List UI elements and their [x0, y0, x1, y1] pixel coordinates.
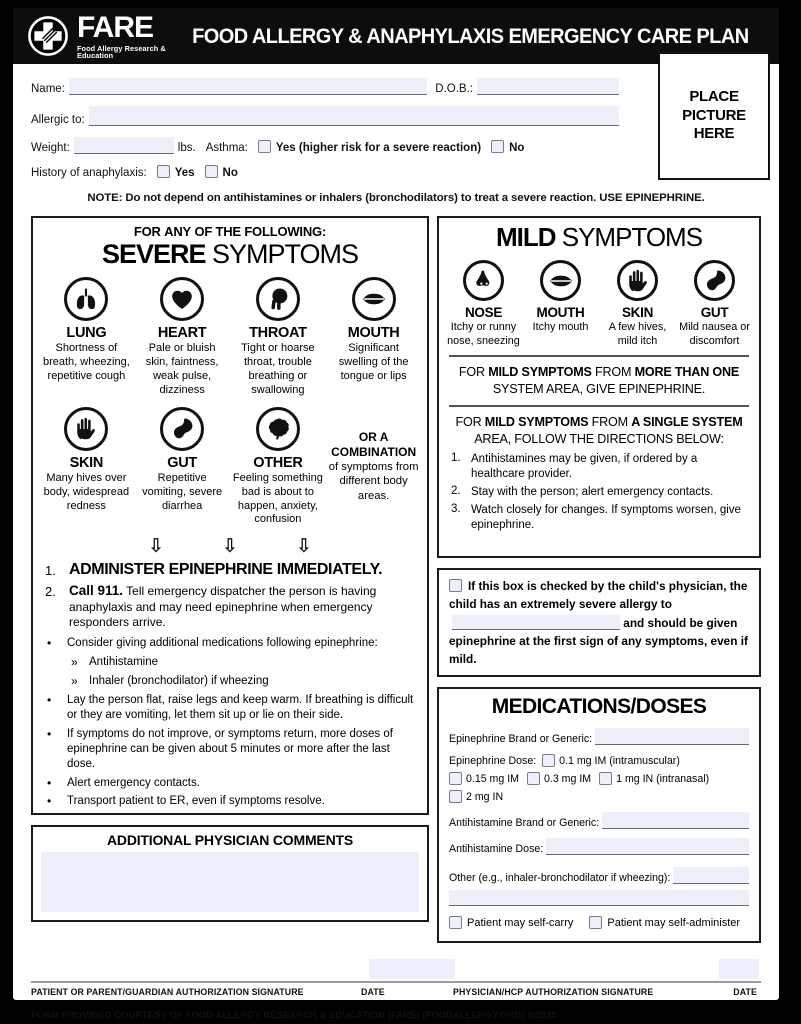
down-arrow-icon: ⇩ — [148, 536, 165, 558]
antihistamine-dose-label: Antihistamine Dose: — [449, 843, 544, 856]
severe-pretitle: FOR ANY OF THE FOLLOWING: — [133, 224, 327, 239]
symptom-throat: THROAT Tight or hoarse throat, trouble breathing or swallowing — [233, 268, 324, 397]
throat-icon — [256, 277, 300, 321]
divider — [449, 355, 749, 357]
stomach-icon — [694, 260, 735, 301]
epi-dose-label: Epinephrine Dose: — [449, 754, 537, 767]
symptom-lung: LUNG Shortness of breath, wheezing, repetitive cough — [41, 268, 132, 397]
dose-1mg-in-checkbox[interactable] — [599, 772, 612, 785]
comments-textarea[interactable] — [41, 852, 419, 912]
history-no-checkbox[interactable] — [205, 165, 218, 178]
dose-option-2mg-in: 2 mg IN — [449, 790, 503, 803]
antihistamine-dose-input[interactable] — [546, 838, 749, 855]
comments-title: ADDITIONAL PHYSICIAN COMMENTS — [107, 832, 353, 849]
history-label: History of anaphylaxis: — [31, 167, 147, 179]
severe-symptoms-panel — [31, 216, 429, 815]
severe-allergy-input[interactable] — [452, 615, 620, 630]
stomach-icon — [160, 407, 204, 451]
physician-date-input[interactable] — [719, 959, 759, 979]
antihistamine-brand-input[interactable] — [602, 812, 749, 829]
antihistamine-brand-label: Antihistamine Brand or Generic: — [449, 817, 600, 830]
brain-icon — [256, 407, 300, 451]
dose-01mg-checkbox[interactable] — [542, 754, 555, 767]
photo-placeholder-box[interactable]: PLACE PICTURE HERE — [658, 52, 770, 180]
divider — [449, 405, 749, 407]
name-row — [31, 78, 619, 95]
mouth-icon — [352, 277, 396, 321]
self-administration-row — [449, 916, 749, 929]
name-label: Name: — [31, 83, 65, 95]
symptom-skin: SKIN Many hives over body, widespread redness — [41, 398, 132, 527]
brand-name: FARE — [77, 10, 154, 44]
medications-title: MEDICATIONS/DOSES — [491, 695, 707, 719]
self-administer-checkbox[interactable] — [589, 916, 602, 929]
hand-icon — [64, 407, 108, 451]
asthma-no-checkbox[interactable] — [491, 140, 504, 153]
dob-label: D.O.B.: — [435, 83, 473, 95]
lungs-icon — [64, 277, 108, 321]
antihistamine-dose-row — [449, 838, 749, 855]
other-medication-input[interactable] — [673, 867, 749, 884]
weight-label: Weight: — [31, 142, 70, 154]
epi-brand-input[interactable] — [595, 728, 749, 745]
allergic-to-label: Allergic to: — [31, 114, 85, 126]
fare-cross-fork-icon — [27, 15, 69, 57]
history-no-label: No — [222, 167, 238, 179]
mild-symptom-nose: NOSE Itchy or runny nose, sneezing — [447, 251, 520, 348]
other-medication-row — [449, 867, 749, 884]
allergic-row — [31, 106, 619, 126]
self-administer-label: Patient may self-administer — [607, 916, 741, 929]
mild-title: MILD SYMPTOMS — [495, 222, 703, 252]
severe-allergy-text-2: and should be given epinephrine at the first sign of any symptoms, even if mild. — [449, 615, 748, 667]
combination-note: OR A COMBINATION of symptoms from different body areas. — [328, 429, 419, 503]
sub-bullet-antihistamine: » Antihistamine — [71, 654, 159, 669]
name-input[interactable] — [69, 78, 427, 95]
physician-comments-panel — [31, 825, 429, 922]
brand-tagline: Food Allergy Research & Education — [77, 43, 166, 60]
severe-allergy-checkbox[interactable] — [449, 579, 462, 592]
dob-input[interactable] — [477, 78, 619, 95]
down-arrow-icon: ⇩ — [222, 536, 238, 558]
step-call-911: 2. Call 911. Tell emergency dispatcher the person is having anaphylaxis and may need epinephrine when emergency responders arrive. — [45, 583, 377, 630]
step-administer: 1. ADMINISTER EPINEPHRINE IMMEDIATELY. — [45, 561, 383, 579]
dose-option-03mg: 0.3 mg IM — [527, 772, 591, 785]
antihistamine-brand-row — [449, 812, 749, 829]
allergic-to-input[interactable] — [89, 106, 619, 126]
hand-icon — [617, 260, 658, 301]
form-page — [13, 8, 779, 1021]
other-medication-label: Other (e.g., inhaler-bronchodilator if wheezing): — [449, 872, 671, 885]
asthma-no-label: No — [509, 142, 525, 154]
asthma-label: Asthma: — [205, 142, 248, 154]
history-yes-checkbox[interactable] — [157, 165, 170, 178]
epi-brand-row — [449, 728, 749, 745]
symptom-mouth: MOUTH Significant swelling of the tongue or lips — [328, 268, 419, 397]
asthma-yes-checkbox[interactable] — [258, 140, 271, 153]
severe-symptom-grid-row1 — [41, 268, 419, 397]
patient-signature-label: PATIENT OR PARENT/GUARDIAN AUTHORIZATION SIGNATURE — [31, 987, 304, 998]
physician-signature-label: PHYSICIAN/HCP AUTHORIZATION SIGNATURE — [453, 987, 654, 998]
medications-doses-panel — [437, 687, 761, 943]
down-arrows — [41, 535, 419, 558]
epinephrine-note: NOTE: Do not depend on antihistamines or inhalers (bronchodilators) to treat a severe reaction. USE EPINEPHRINE. — [87, 192, 705, 204]
severe-allergy-text-1: If this box is checked by the child's physician, the child has an extremely severe allergy to — [449, 579, 748, 612]
mild-single-system-heading: FOR MILD SYMPTOMS FROM A SINGLE SYSTEM AREA, FOLLOW THE DIRECTIONS BELOW: — [455, 415, 743, 447]
other-medication-input-line2[interactable] — [449, 890, 749, 906]
severe-instructions — [41, 636, 419, 809]
mild-step-1: 1. Antihistamines may be given, if ordered by a healthcare provider. — [451, 452, 698, 481]
date-label-1: DATE — [361, 987, 385, 998]
signature-section — [31, 959, 761, 997]
symptom-gut: GUT Repetitive vomiting, severe diarrhea — [137, 398, 228, 527]
weight-input[interactable] — [74, 137, 174, 154]
self-carry-checkbox[interactable] — [449, 916, 462, 929]
history-yes-label: Yes — [174, 167, 195, 179]
weight-unit: lbs. — [177, 142, 196, 154]
nose-icon — [463, 260, 504, 301]
mild-more-than-one-heading: FOR MILD SYMPTOMS FROM MORE THAN ONE SYSTEM AREA, GIVE EPINEPHRINE. — [458, 365, 740, 397]
bullet-consider: • Consider giving additional medications following epinephrine: — [47, 636, 378, 650]
mouth-icon — [540, 260, 581, 301]
bullet-more-doses: • If symptoms do not improve, or symptoms return, more doses of epinephrine can be given about 5 minutes or more after the last dose. — [47, 726, 393, 770]
dose-2mg-in-checkbox[interactable] — [449, 790, 462, 803]
mild-step-3: 3. Watch closely for changes. If symptoms worsen, give epinephrine. — [451, 503, 741, 532]
dose-015mg-checkbox[interactable] — [449, 772, 462, 785]
sub-bullet-inhaler: » Inhaler (bronchodilator) if wheezing — [71, 673, 269, 688]
dose-option-015mg: 0.15 mg IM — [449, 772, 519, 785]
epi-brand-label: Epinephrine Brand or Generic: — [449, 733, 593, 746]
bullet-transport-er: • Transport patient to ER, even if symptoms resolve. — [47, 794, 325, 809]
anaphylaxis-history-row — [31, 165, 619, 179]
epi-dose-row — [449, 754, 749, 803]
date-label-2: DATE — [733, 987, 757, 998]
page-title: FOOD ALLERGY & ANAPHYLAXIS EMERGENCY CARE PLAN — [191, 23, 749, 48]
mild-symptom-grid — [447, 251, 751, 348]
asthma-yes-label: Yes (higher risk for a severe reaction) — [275, 142, 482, 154]
patient-date-input[interactable] — [369, 959, 455, 979]
heart-icon — [160, 277, 204, 321]
mild-symptom-gut: GUT Mild nausea or discomfort — [678, 251, 751, 348]
down-arrow-icon: ⇩ — [295, 536, 312, 558]
mild-directions — [447, 452, 751, 533]
bullet-lay-flat: • Lay the person flat, raise legs and keep warm. If breathing is difficult or they are vomiting, let them sit up or lie on their side. — [47, 692, 414, 721]
severe-allergy-checkbox-panel — [437, 568, 761, 677]
dose-option-1mg-in: 1 mg IN (intranasal) — [599, 772, 709, 785]
self-carry-label: Patient may self-carry — [467, 916, 574, 929]
weight-asthma-row — [31, 137, 619, 154]
mild-symptoms-panel — [437, 216, 761, 558]
dose-option-01mg: 0.1 mg IM (intramuscular) — [542, 754, 680, 767]
symptom-heart: HEART Pale or bluish skin, faintness, weak pulse, dizziness — [137, 268, 228, 397]
bullet-alert-contacts: • Alert emergency contacts. — [47, 775, 200, 790]
symptom-other: OTHER Feeling something bad is about to happen, anxiety, confusion — [233, 398, 324, 527]
mild-symptom-skin: SKIN A few hives, mild itch — [601, 251, 674, 348]
severe-symptom-grid-row2 — [41, 398, 419, 527]
dose-03mg-checkbox[interactable] — [527, 772, 540, 785]
footer-credit: FORM PROVIDED COURTESY OF FOOD ALLERGY RESEARCH & EDUCATION (FARE) (FOODALLERGY.ORG) 8/2025 — [31, 1009, 557, 1021]
mild-step-2: 2. Stay with the person; alert emergency contacts. — [451, 485, 714, 499]
severe-title: SEVERE SYMPTOMS — [101, 239, 359, 269]
fare-logo — [27, 10, 167, 60]
mild-symptom-mouth: MOUTH Itchy mouth — [524, 251, 597, 348]
